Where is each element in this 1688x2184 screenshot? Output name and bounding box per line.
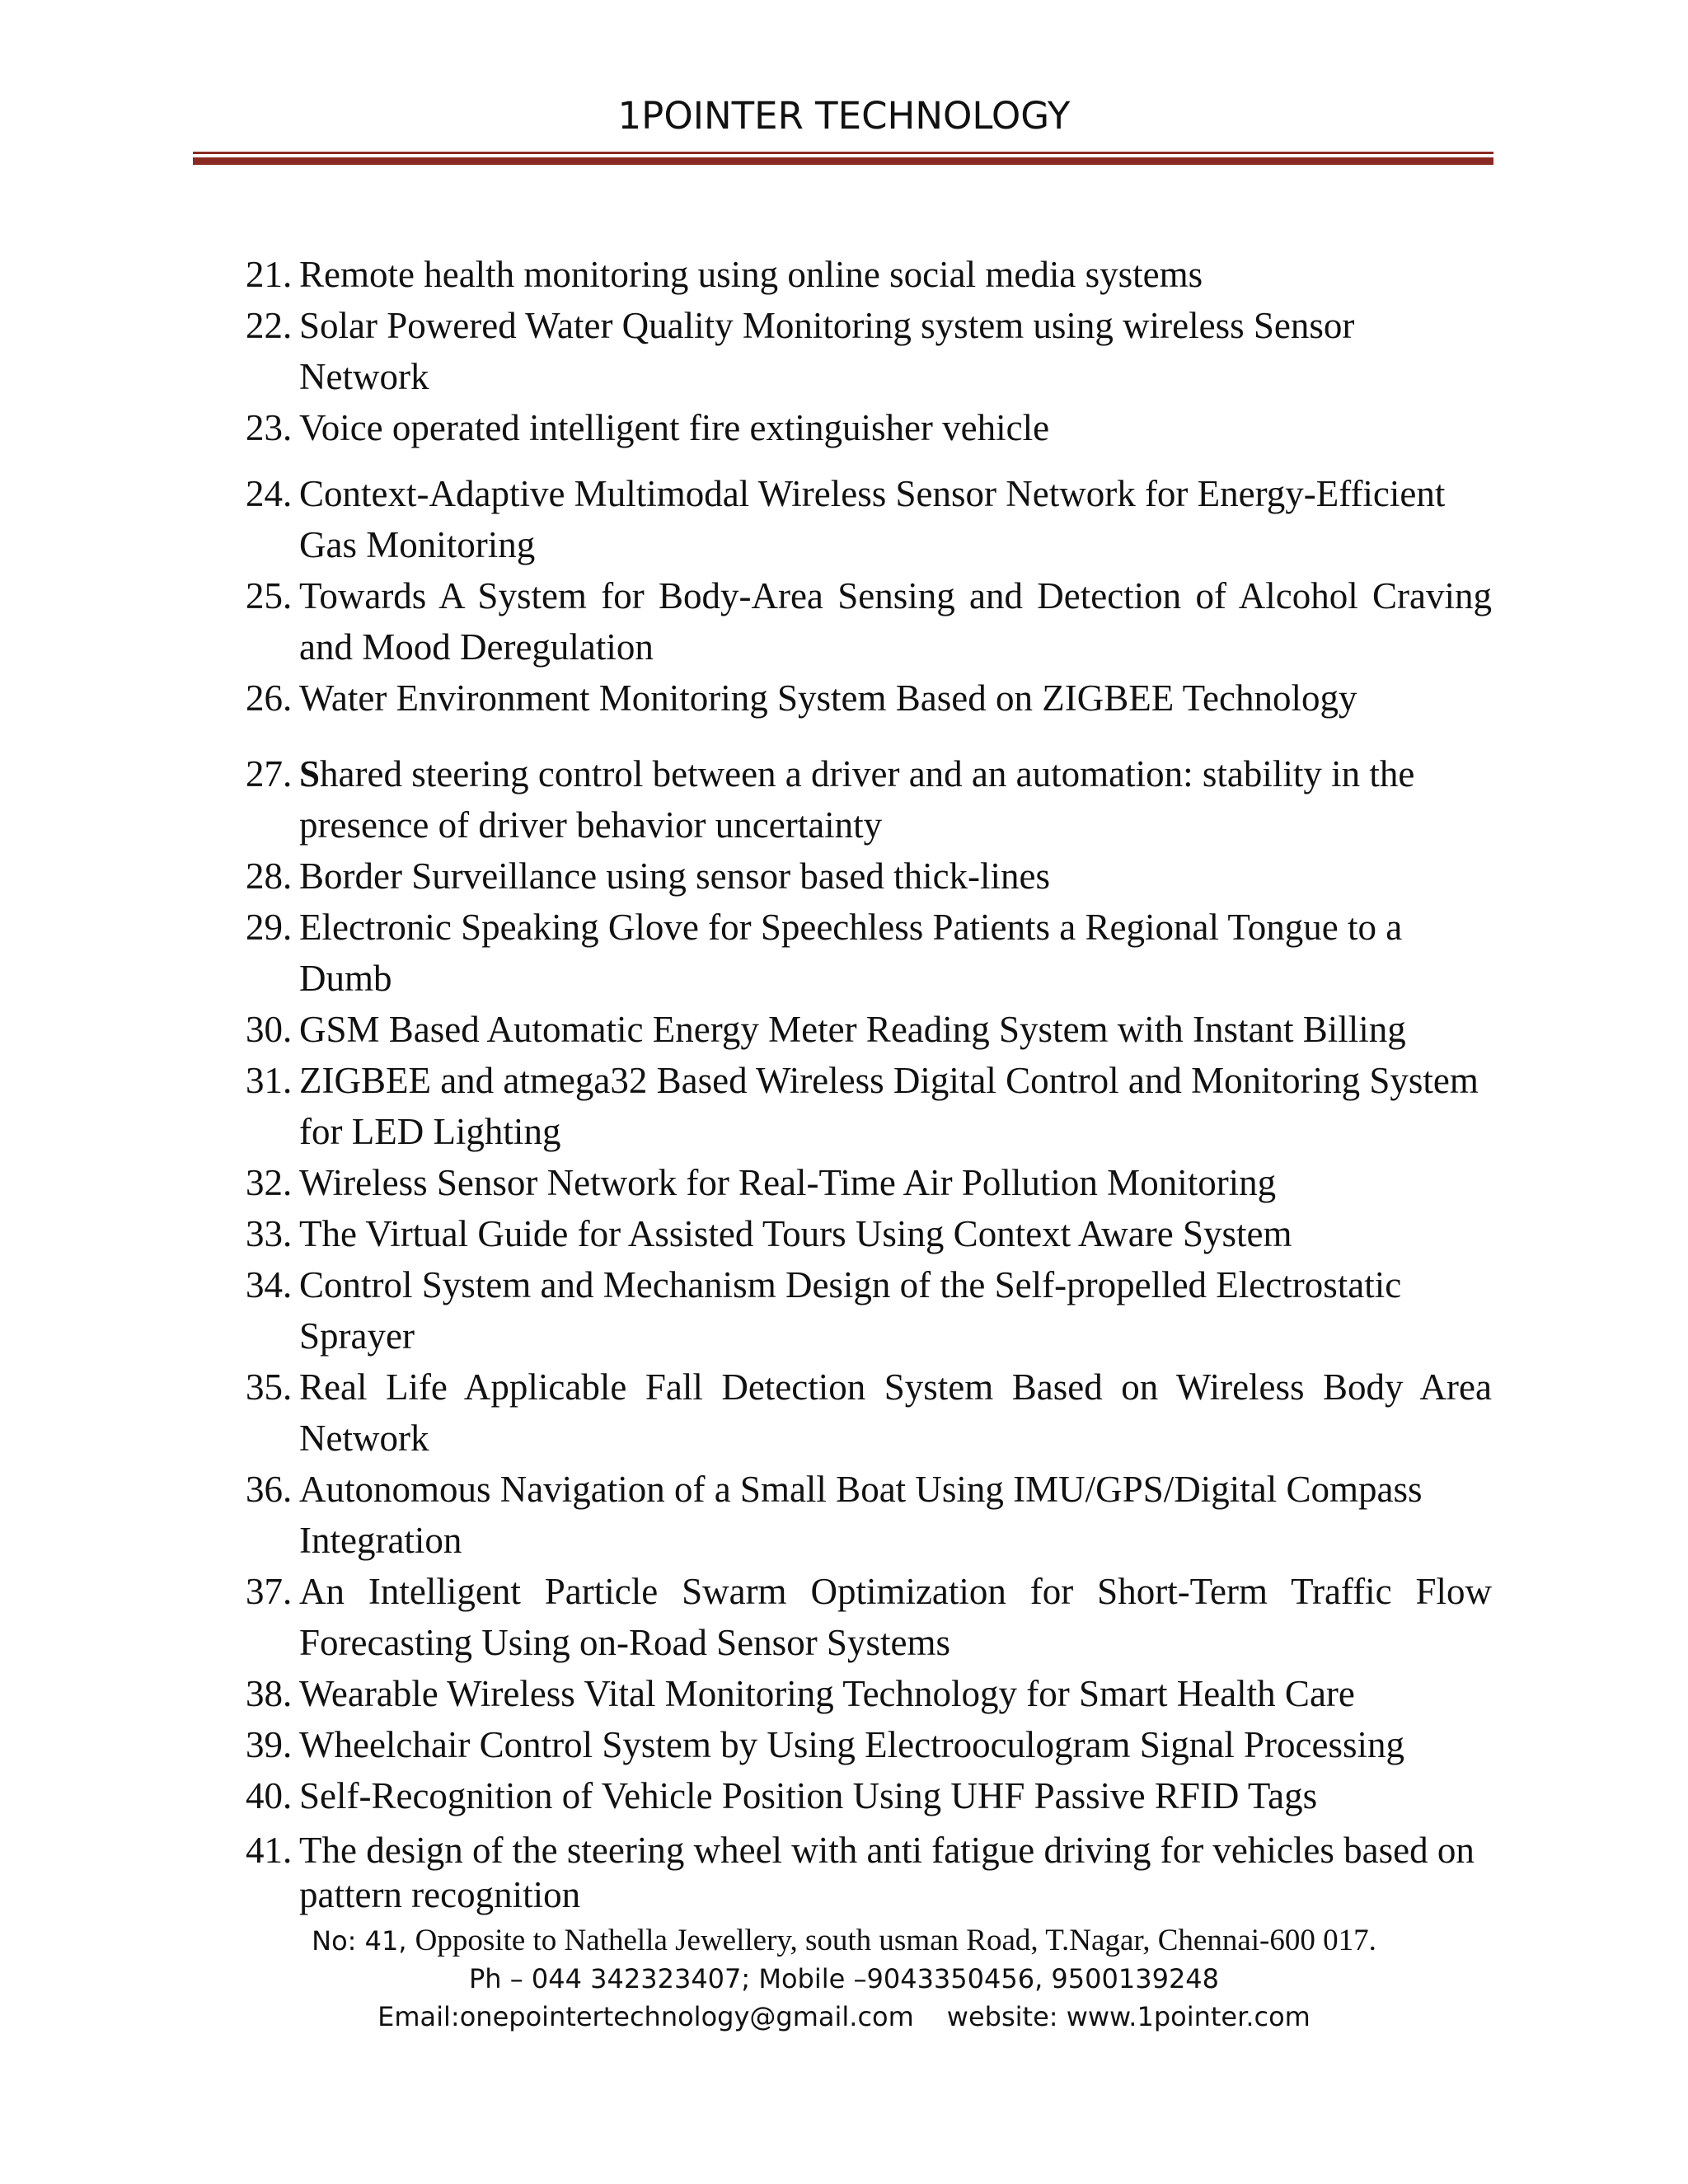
- item-text: Towards A System for Body-Area Sensing and Detection of Alcohol Craving and Mood Deregulation: [299, 575, 1492, 668]
- header-divider: [193, 152, 1493, 165]
- list-item-41: [246, 1828, 1492, 1917]
- project-list: [246, 249, 1492, 1917]
- item-text: Wireless Sensor Network for Real-Time Air Pollution Monitoring: [299, 1162, 1277, 1203]
- item-number: 35.: [246, 1366, 293, 1408]
- item-text: Electronic Speaking Glove for Speechless Patients a Regional Tongue to a Dumb: [299, 907, 1403, 999]
- list-item-23: [246, 402, 1492, 453]
- item-text: Autonomous Navigation of a Small Boat Using IMU/GPS/Digital Compass Integration: [299, 1469, 1423, 1561]
- item-text: An Intelligent Particle Swarm Optimization for Short-Term Traffic Flow Forecasting Using on-Road Sensor Systems: [299, 1571, 1492, 1663]
- footer-address-prefix: No: 41,: [312, 1925, 415, 1957]
- header-divider-thin: [193, 152, 1493, 154]
- list-item-36: [246, 1464, 1492, 1566]
- list-item-26: [246, 673, 1492, 724]
- list-item-34: [246, 1259, 1492, 1361]
- item-text: ZIGBEE and atmega32 Based Wireless Digital Control and Monitoring System for LED Lighting: [299, 1060, 1479, 1152]
- item-number: 22.: [246, 305, 293, 346]
- item-number: 32.: [246, 1162, 293, 1203]
- item-number: 33.: [246, 1213, 293, 1254]
- item-number: 25.: [246, 575, 293, 616]
- item-number: 28.: [246, 855, 293, 897]
- item-number: 39.: [246, 1724, 293, 1765]
- list-item-24: [246, 468, 1492, 570]
- item-text: Control System and Mechanism Design of the Self-propelled Electrostatic Sprayer: [299, 1264, 1402, 1357]
- footer-phone: Ph – 044 342323407; Mobile –9043350456, 9500139248: [468, 1963, 1220, 1994]
- footer-contact: [0, 1998, 1688, 2036]
- item-text-initial: S: [299, 753, 321, 794]
- item-text: Self-Recognition of Vehicle Position Using UHF Passive RFID Tags: [299, 1775, 1318, 1816]
- header-divider-thick: [193, 157, 1493, 165]
- item-text: Water Environment Monitoring System Based on ZIGBEE Technology: [299, 677, 1357, 719]
- item-text: Wheelchair Control System by Using Electrooculogram Signal Processing: [299, 1724, 1404, 1765]
- list-item-22: [246, 300, 1492, 402]
- list-item-40: [246, 1770, 1492, 1821]
- item-number: 36.: [246, 1469, 293, 1510]
- item-text: Voice operated intelligent fire extinguisher vehicle: [299, 407, 1050, 448]
- list-item-28: [246, 851, 1492, 902]
- list-item-39: [246, 1719, 1492, 1770]
- item-text: Context-Adaptive Multimodal Wireless Sensor Network for Energy-Efficient Gas Monitoring: [299, 473, 1446, 565]
- list-item-25: [246, 570, 1492, 673]
- item-text: Border Surveillance using sensor based thick-lines: [299, 855, 1051, 897]
- item-text: Remote health monitoring using online social media systems: [299, 254, 1203, 295]
- item-text-rest: hared steering control between a driver and an automation: stability in the presence of driver behavior uncertainty: [299, 753, 1415, 846]
- item-number: 38.: [246, 1673, 293, 1714]
- item-text: The design of the steering wheel with anti fatigue driving for vehicles based on pattern recognition: [299, 1830, 1475, 1915]
- page-header-title: 1POINTER TECHNOLOGY: [617, 94, 1071, 138]
- item-text: [299, 748, 1492, 851]
- list-item-29: [246, 902, 1492, 1004]
- item-number: 40.: [246, 1775, 293, 1816]
- list-item-31: [246, 1055, 1492, 1157]
- item-number: 26.: [246, 677, 293, 719]
- list-item-33: [246, 1208, 1492, 1259]
- item-number: 41.: [246, 1830, 293, 1871]
- item-text: Solar Powered Water Quality Monitoring system using wireless Sensor Network: [299, 305, 1355, 397]
- footer-address: [0, 1922, 1688, 1960]
- item-number: 27.: [246, 753, 293, 794]
- list-item-30: [246, 1004, 1492, 1055]
- item-text: Wearable Wireless Vital Monitoring Technology for Smart Health Care: [299, 1673, 1355, 1714]
- item-number: 37.: [246, 1571, 293, 1612]
- item-number: 24.: [246, 473, 293, 514]
- item-text: The Virtual Guide for Assisted Tours Using Context Aware System: [299, 1213, 1292, 1254]
- item-text: GSM Based Automatic Energy Meter Reading System with Instant Billing: [299, 1009, 1406, 1050]
- item-number: 34.: [246, 1264, 293, 1305]
- list-item-21: [246, 249, 1492, 300]
- item-text: Real Life Applicable Fall Detection System Based on Wireless Body Area Network: [299, 1366, 1492, 1459]
- list-item-32: [246, 1157, 1492, 1208]
- list-item-38: [246, 1668, 1492, 1719]
- list-item-27: [246, 748, 1492, 851]
- item-number: 29.: [246, 907, 293, 948]
- item-number: 30.: [246, 1009, 293, 1050]
- item-number: 21.: [246, 254, 293, 295]
- item-number: 31.: [246, 1060, 293, 1101]
- list-item-35: [246, 1361, 1492, 1464]
- footer-email: Email:onepointertechnology@gmail.com: [377, 2001, 914, 2032]
- list-item-37: [246, 1566, 1492, 1668]
- footer-address-rest: Opposite to Nathella Jewellery, south usman Road, T.Nagar, Chennai-600 017.: [415, 1924, 1376, 1957]
- item-number: 23.: [246, 407, 293, 448]
- page-footer: [0, 1922, 1688, 2036]
- footer-website: website: www.1pointer.com: [946, 2001, 1311, 2032]
